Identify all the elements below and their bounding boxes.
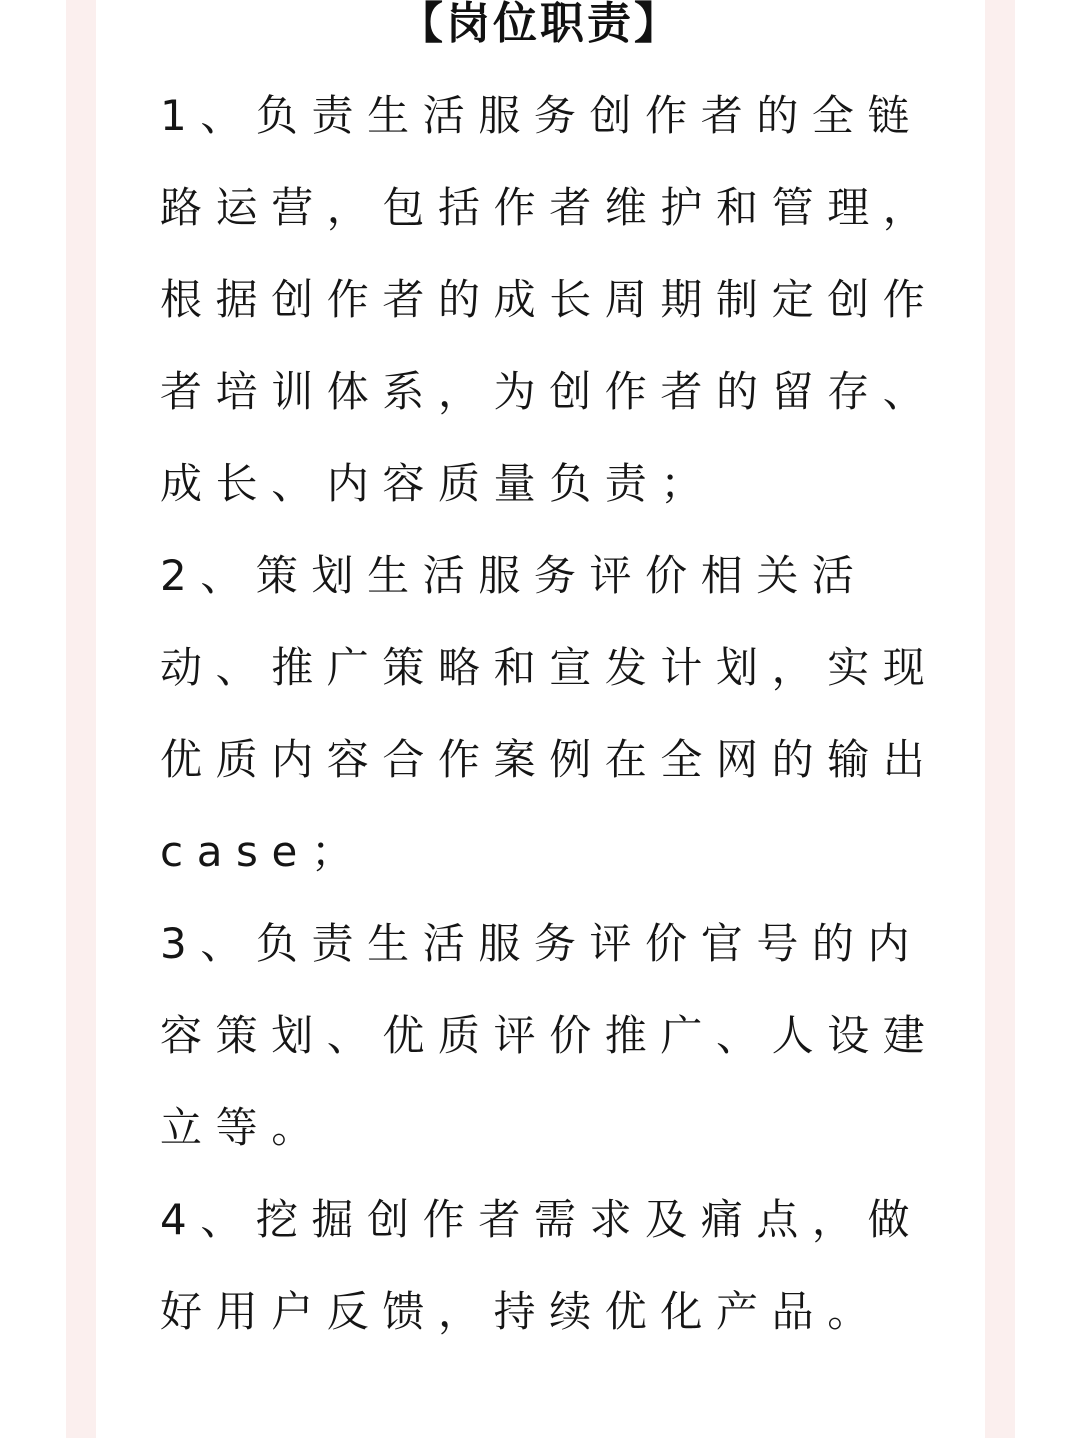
text-line: 优质内容合作案例在全网的输出 [160, 735, 939, 784]
text-line: 4、挖掘创作者需求及痛点，做 [160, 1195, 924, 1244]
job-duties-text [160, 70, 939, 1358]
text-line: 3、负责生活服务评价官号的内 [160, 919, 924, 968]
text-line: 好用户反馈，持续优化产品。 [160, 1287, 883, 1336]
right-border-stripe [985, 0, 1015, 1438]
text-line: 根据创作者的成长周期制定创作 [160, 275, 939, 324]
section-title: 【岗位职责】 [399, 0, 681, 49]
text-line: 立等。 [160, 1103, 327, 1152]
text-line: 路运营，包括作者维护和管理， [160, 183, 939, 232]
text-line: 成长、内容质量负责； [160, 459, 717, 508]
text-line: case； [160, 827, 367, 876]
text-line: 容策划、优质评价推广、人设建 [160, 1011, 939, 1060]
text-line: 者培训体系，为创作者的留存、 [160, 367, 939, 416]
text-line: 2、策划生活服务评价相关活 [160, 551, 868, 600]
text-line: 1、负责生活服务创作者的全链 [160, 91, 924, 140]
text-line: 动、推广策略和宣发计划，实现 [160, 643, 939, 692]
left-border-stripe [66, 0, 96, 1438]
